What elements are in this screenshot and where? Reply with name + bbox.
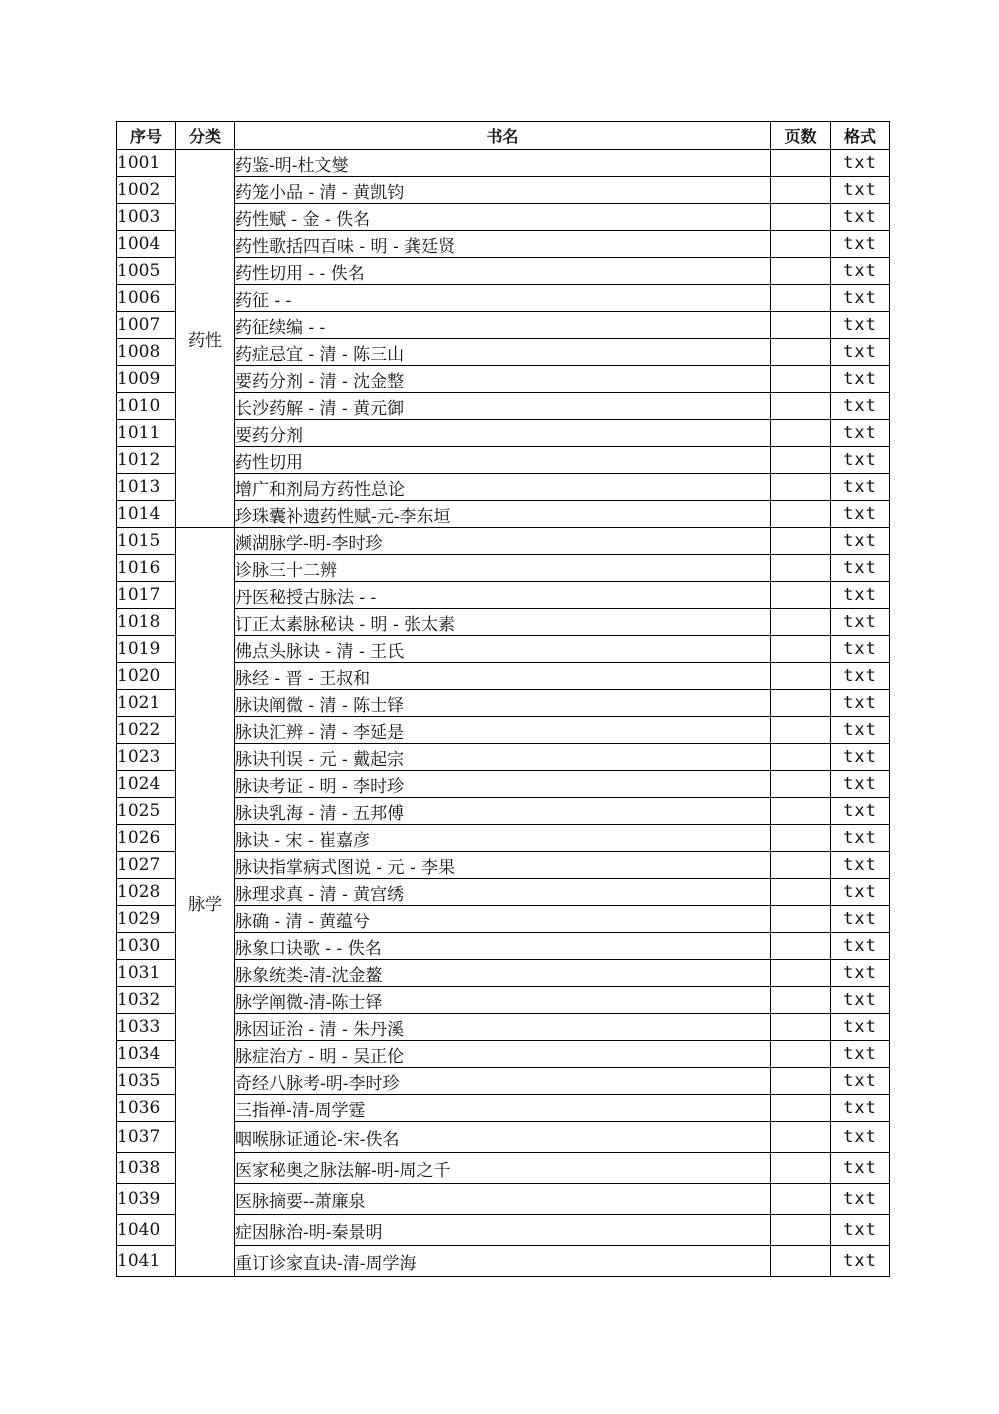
page-count <box>771 474 831 501</box>
row-number: 1012 <box>117 447 176 474</box>
row-number: 1029 <box>117 906 176 933</box>
book-title: 脉确 - 清 - 黄蕴兮 <box>235 906 771 933</box>
header-category: 分类 <box>176 122 235 150</box>
row-number: 1014 <box>117 501 176 528</box>
row-number: 1035 <box>117 1068 176 1095</box>
page-count <box>771 1122 831 1153</box>
row-number: 1001 <box>117 150 176 177</box>
page-count <box>771 1246 831 1277</box>
row-number: 1009 <box>117 366 176 393</box>
row-number: 1021 <box>117 690 176 717</box>
book-title: 长沙药解 - 清 - 黄元御 <box>235 393 771 420</box>
book-title: 奇经八脉考-明-李时珍 <box>235 1068 771 1095</box>
book-title: 丹医秘授古脉法 - - <box>235 582 771 609</box>
book-title: 珍珠囊补遗药性赋-元-李东垣 <box>235 501 771 528</box>
row-number: 1036 <box>117 1095 176 1122</box>
file-format: txt <box>831 312 890 339</box>
file-format: txt <box>831 528 890 555</box>
table-header-row <box>117 122 890 150</box>
book-title: 症因脉治-明-秦景明 <box>235 1215 771 1246</box>
book-title: 医脉摘要--萧廉泉 <box>235 1184 771 1215</box>
book-title: 药症忌宜 - 清 - 陈三山 <box>235 339 771 366</box>
header-pages: 页数 <box>771 122 831 150</box>
book-title: 脉学阐微-清-陈士铎 <box>235 987 771 1014</box>
file-format: txt <box>831 393 890 420</box>
book-title: 要药分剂 - 清 - 沈金整 <box>235 366 771 393</box>
book-catalog-table <box>116 121 890 1277</box>
book-title: 药性赋 - 金 - 佚名 <box>235 204 771 231</box>
page-count <box>771 852 831 879</box>
book-title: 药性切用 <box>235 447 771 474</box>
page-count <box>771 420 831 447</box>
file-format: txt <box>831 717 890 744</box>
file-format: txt <box>831 609 890 636</box>
file-format: txt <box>831 204 890 231</box>
row-number: 1007 <box>117 312 176 339</box>
row-number: 1023 <box>117 744 176 771</box>
page-count <box>771 771 831 798</box>
page-count <box>771 1215 831 1246</box>
book-title: 药征 - - <box>235 285 771 312</box>
header-num: 序号 <box>117 122 176 150</box>
file-format: txt <box>831 879 890 906</box>
page-count <box>771 528 831 555</box>
table-row <box>117 528 890 555</box>
page-count <box>771 798 831 825</box>
page-count <box>771 366 831 393</box>
book-title: 脉诀阐微 - 清 - 陈士铎 <box>235 690 771 717</box>
file-format: txt <box>831 852 890 879</box>
book-title: 药征续编 - - <box>235 312 771 339</box>
row-number: 1004 <box>117 231 176 258</box>
row-number: 1013 <box>117 474 176 501</box>
row-number: 1028 <box>117 879 176 906</box>
row-number: 1020 <box>117 663 176 690</box>
row-number: 1015 <box>117 528 176 555</box>
book-title: 脉诀 - 宋 - 崔嘉彦 <box>235 825 771 852</box>
page-count <box>771 1095 831 1122</box>
page-count <box>771 285 831 312</box>
row-number: 1034 <box>117 1041 176 1068</box>
page-count <box>771 906 831 933</box>
file-format: txt <box>831 582 890 609</box>
row-number: 1002 <box>117 177 176 204</box>
row-number: 1027 <box>117 852 176 879</box>
book-title: 脉诀汇辨 - 清 - 李延是 <box>235 717 771 744</box>
file-format: txt <box>831 825 890 852</box>
book-title: 药性切用 - - 佚名 <box>235 258 771 285</box>
book-title: 药笼小品 - 清 - 黄凯钧 <box>235 177 771 204</box>
book-title: 脉症治方 - 明 - 吴正伦 <box>235 1041 771 1068</box>
page-count <box>771 447 831 474</box>
row-number: 1006 <box>117 285 176 312</box>
page-count <box>771 609 831 636</box>
file-format: txt <box>831 474 890 501</box>
page-count <box>771 1153 831 1184</box>
row-number: 1018 <box>117 609 176 636</box>
page-count <box>771 879 831 906</box>
row-number: 1032 <box>117 987 176 1014</box>
row-number: 1031 <box>117 960 176 987</box>
page-count <box>771 312 831 339</box>
row-number: 1022 <box>117 717 176 744</box>
file-format: txt <box>831 771 890 798</box>
file-format: txt <box>831 1041 890 1068</box>
page-count <box>771 717 831 744</box>
row-number: 1008 <box>117 339 176 366</box>
file-format: txt <box>831 285 890 312</box>
book-title: 脉因证治 - 清 - 朱丹溪 <box>235 1014 771 1041</box>
row-number: 1025 <box>117 798 176 825</box>
book-title: 脉理求真 - 清 - 黄宫绣 <box>235 879 771 906</box>
row-number: 1017 <box>117 582 176 609</box>
book-title: 药鉴-明-杜文燮 <box>235 150 771 177</box>
page-count <box>771 177 831 204</box>
page-count <box>771 744 831 771</box>
row-number: 1033 <box>117 1014 176 1041</box>
category-cell: 脉学 <box>176 528 235 1277</box>
file-format: txt <box>831 150 890 177</box>
row-number: 1005 <box>117 258 176 285</box>
file-format: txt <box>831 366 890 393</box>
page-count <box>771 501 831 528</box>
page-count <box>771 582 831 609</box>
page-count <box>771 339 831 366</box>
page-count <box>771 150 831 177</box>
page-count <box>771 231 831 258</box>
page-count <box>771 204 831 231</box>
file-format: txt <box>831 744 890 771</box>
page-count <box>771 1041 831 1068</box>
row-number: 1040 <box>117 1215 176 1246</box>
row-number: 1011 <box>117 420 176 447</box>
page-count <box>771 258 831 285</box>
row-number: 1038 <box>117 1153 176 1184</box>
page-count <box>771 1184 831 1215</box>
file-format: txt <box>831 690 890 717</box>
book-title: 重订诊家直诀-清-周学海 <box>235 1246 771 1277</box>
file-format: txt <box>831 501 890 528</box>
book-title: 要药分剂 <box>235 420 771 447</box>
page-count <box>771 1068 831 1095</box>
book-title: 脉诀刊误 - 元 - 戴起宗 <box>235 744 771 771</box>
file-format: txt <box>831 798 890 825</box>
file-format: txt <box>831 987 890 1014</box>
page-count <box>771 555 831 582</box>
file-format: txt <box>831 420 890 447</box>
file-format: txt <box>831 906 890 933</box>
header-format: 格式 <box>831 122 890 150</box>
file-format: txt <box>831 1122 890 1153</box>
book-title: 佛点头脉诀 - 清 - 王氏 <box>235 636 771 663</box>
page-count <box>771 987 831 1014</box>
page-count <box>771 636 831 663</box>
file-format: txt <box>831 1246 890 1277</box>
book-title: 脉象口诀歌 - - 佚名 <box>235 933 771 960</box>
row-number: 1026 <box>117 825 176 852</box>
file-format: txt <box>831 555 890 582</box>
page-count <box>771 1014 831 1041</box>
file-format: txt <box>831 231 890 258</box>
row-number: 1039 <box>117 1184 176 1215</box>
table-row <box>117 150 890 177</box>
page-count <box>771 663 831 690</box>
file-format: txt <box>831 1184 890 1215</box>
book-title: 增广和剂局方药性总论 <box>235 474 771 501</box>
table-body <box>117 150 890 1277</box>
page-count <box>771 690 831 717</box>
file-format: txt <box>831 1153 890 1184</box>
book-title: 医家秘奥之脉法解-明-周之千 <box>235 1153 771 1184</box>
book-title: 脉诀考证 - 明 - 李时珍 <box>235 771 771 798</box>
file-format: txt <box>831 1095 890 1122</box>
page-count <box>771 933 831 960</box>
file-format: txt <box>831 1014 890 1041</box>
page-count <box>771 960 831 987</box>
row-number: 1024 <box>117 771 176 798</box>
book-title: 咽喉脉证通论-宋-佚名 <box>235 1122 771 1153</box>
book-title: 脉象统类-清-沈金鳌 <box>235 960 771 987</box>
row-number: 1030 <box>117 933 176 960</box>
file-format: txt <box>831 1215 890 1246</box>
file-format: txt <box>831 177 890 204</box>
book-title: 诊脉三十二辨 <box>235 555 771 582</box>
book-title: 濒湖脉学-明-李时珍 <box>235 528 771 555</box>
book-title: 订正太素脉秘诀 - 明 - 张太素 <box>235 609 771 636</box>
file-format: txt <box>831 933 890 960</box>
page-count <box>771 393 831 420</box>
row-number: 1019 <box>117 636 176 663</box>
file-format: txt <box>831 663 890 690</box>
page-count <box>771 825 831 852</box>
book-title: 脉诀乳海 - 清 - 五邦傅 <box>235 798 771 825</box>
file-format: txt <box>831 960 890 987</box>
file-format: txt <box>831 636 890 663</box>
row-number: 1016 <box>117 555 176 582</box>
row-number: 1037 <box>117 1122 176 1153</box>
row-number: 1003 <box>117 204 176 231</box>
row-number: 1041 <box>117 1246 176 1277</box>
book-title: 三指禅-清-周学霆 <box>235 1095 771 1122</box>
file-format: txt <box>831 258 890 285</box>
header-title: 书名 <box>235 122 771 150</box>
category-cell: 药性 <box>176 150 235 528</box>
file-format: txt <box>831 339 890 366</box>
book-title: 脉经 - 晋 - 王叔和 <box>235 663 771 690</box>
file-format: txt <box>831 447 890 474</box>
row-number: 1010 <box>117 393 176 420</box>
book-title: 脉诀指掌病式图说 - 元 - 李果 <box>235 852 771 879</box>
book-title: 药性歌括四百味 - 明 - 龚廷贤 <box>235 231 771 258</box>
file-format: txt <box>831 1068 890 1095</box>
